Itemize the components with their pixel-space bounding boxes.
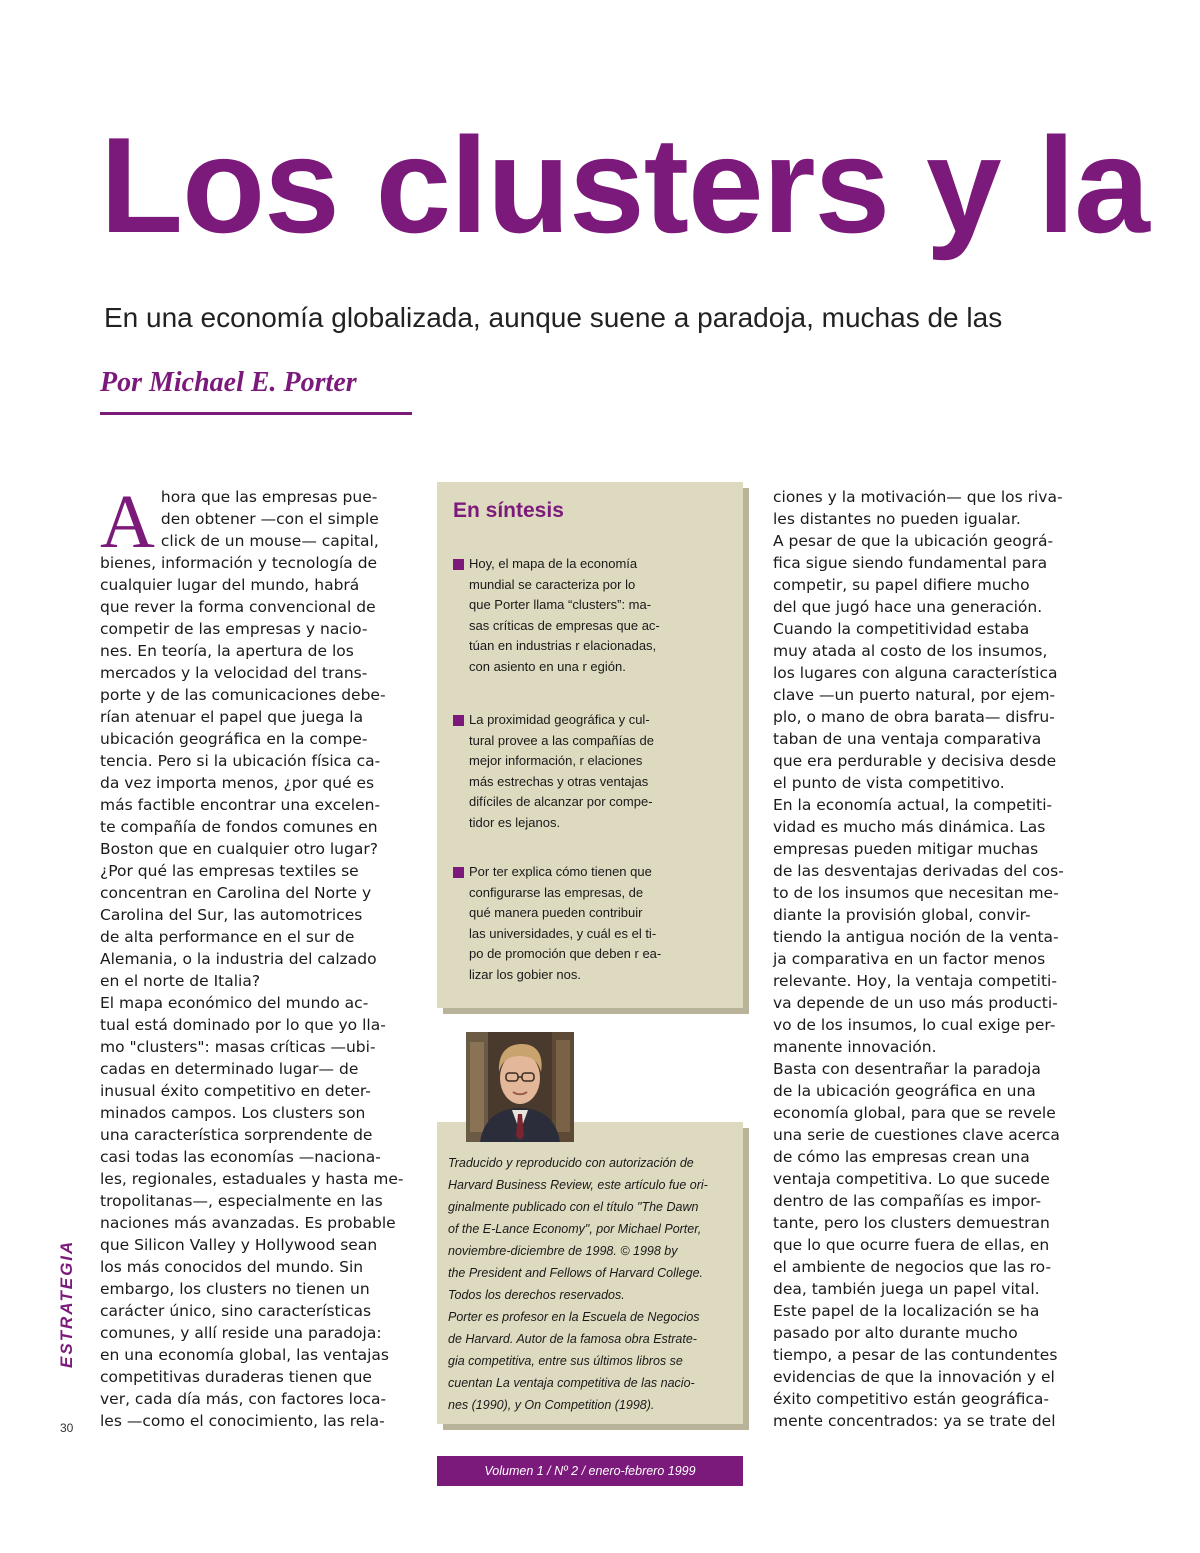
text-line: taban de una ventaja comparativa — [773, 730, 1042, 748]
body-column-1 — [100, 480, 405, 1432]
page-number: 30 — [60, 1421, 74, 1435]
text-line: que era perdurable y decisiva desde — [773, 752, 1057, 770]
text-line: fica sigue siendo fundamental para — [773, 554, 1048, 572]
text-line: les, regionales, estaduales y hasta me- — [100, 1170, 404, 1188]
text-line: ¿Por qué las empresas textiles se — [100, 862, 359, 880]
text-line: economía global, para que se revele — [773, 1104, 1056, 1122]
text-line: mente concentrados: ya se trate del — [773, 1412, 1056, 1430]
text-line: concentran en Carolina del Norte y — [100, 884, 372, 902]
text-line: Boston que en cualquier otro lugar? — [100, 840, 378, 858]
credit-box — [437, 1122, 743, 1424]
text-line: comunes, y allí reside una paradoja: — [100, 1324, 382, 1342]
text-line: lizar los gobier nos. — [469, 966, 581, 982]
text-line: tropolitanas—, especialmente en las — [100, 1192, 383, 1210]
text-line: las universidades, y cuál es el ti- — [469, 925, 657, 941]
text-line: el punto de vista competitivo. — [773, 774, 1005, 792]
text-line: diante la provisión global, convir- — [773, 906, 1031, 924]
article-title: Los clusters y la — [100, 109, 1149, 261]
synthesis-item — [453, 862, 735, 985]
article-author: Por Michael E. Porter — [100, 367, 357, 398]
text-line: tidor es lejanos. — [469, 814, 561, 830]
text-line: ver, cada día más, con factores loca- — [100, 1390, 387, 1408]
text-line: porte y de las comunicaciones debe- — [100, 686, 386, 704]
text-line: ventaja competitiva. Lo que sucede — [773, 1170, 1050, 1188]
article-subtitle: En una economía globalizada, aunque suene a paradoja, muchas de las — [104, 302, 1003, 333]
text-line: clave —un puerto natural, por ejem- — [773, 686, 1056, 704]
text-line: que rever la forma convencional de — [100, 598, 376, 616]
section-label: ESTRATEGIA — [57, 1239, 76, 1368]
text-line: de alta performance en el sur de — [100, 928, 355, 946]
text-line: tiendo la antigua noción de la venta- — [773, 928, 1059, 946]
text-line: dentro de las compañías es impor- — [773, 1192, 1042, 1210]
text-line: los lugares con alguna característica — [773, 664, 1058, 682]
body-column-3 — [773, 486, 1073, 1432]
text-line: de las desventajas derivadas del cos- — [773, 862, 1064, 880]
synthesis-heading: En síntesis — [453, 499, 564, 522]
text-line: tiempo, a pesar de las contundentes — [773, 1346, 1058, 1364]
text-line: casi todas las economías —naciona- — [100, 1148, 381, 1166]
text-line: del que jugó hace una generación. — [773, 598, 1043, 616]
text-line: relevante. Hoy, la ventaja competiti- — [773, 972, 1057, 990]
text-line: po de promoción que deben r ea- — [469, 946, 662, 961]
text-line: to de los insumos que necesitan me- — [773, 884, 1059, 902]
text-line: Hoy, el mapa de la economía — [469, 556, 638, 571]
text-line: Por ter explica cómo tienen que — [469, 864, 652, 879]
text-line: evidencias de que la innovación y el — [773, 1368, 1055, 1386]
text-line: plo, o mano de obra barata— disfru- — [773, 708, 1055, 726]
text-line: configurarse las empresas, de — [469, 884, 644, 900]
text-line: cualquier lugar del mundo, habrá — [100, 576, 360, 594]
text-line: qué manera pueden contribuir — [469, 905, 643, 920]
text-line: difíciles de alcanzar por compe- — [469, 794, 653, 809]
text-line: mejor información, r elaciones — [469, 753, 643, 768]
bullet-square-icon — [453, 867, 464, 878]
text-line: gia competitiva, entre sus últimos libros se — [448, 1354, 683, 1368]
text-line: con asiento en una r egión. — [469, 658, 626, 674]
text-line: La proximidad geográfica y cul- — [469, 712, 650, 727]
text-line: inusual éxito competitivo en deter- — [100, 1082, 371, 1100]
text-line: A pesar de que la ubicación geográ- — [773, 532, 1054, 550]
author-photo — [466, 1032, 574, 1142]
text-line: va depende de un uso más producti- — [773, 994, 1058, 1012]
synthesis-item — [453, 554, 735, 677]
text-line: ubicación geográfica en la compe- — [100, 730, 368, 748]
text-line: pasado por alto durante mucho — [773, 1324, 1018, 1342]
text-line: rían atenuar el papel que juega la — [100, 708, 364, 726]
text-line: tencia. Pero si la ubicación física ca- — [100, 752, 381, 770]
text-line: de la ubicación geográfica en una — [773, 1082, 1036, 1100]
text-line: Todos los derechos reservados. — [448, 1288, 625, 1302]
text-line: tural provee a las compañías de — [469, 732, 654, 748]
text-line: competitivas duraderas tienen que — [100, 1368, 372, 1386]
text-line: muy atada al costo de los insumos, — [773, 642, 1048, 660]
text-line: den obtener —con el simple — [160, 510, 379, 528]
text-line: Cuando la competitividad estaba — [773, 620, 1030, 638]
text-line: noviembre-diciembre de 1998. © 1998 by — [448, 1244, 678, 1258]
text-line: manente innovación. — [773, 1038, 937, 1056]
text-line: Harvard Business Review, este artículo fue ori- — [448, 1178, 708, 1192]
text-line: Carolina del Sur, las automotrices — [100, 906, 363, 924]
text-line: una característica sorprendente de — [100, 1126, 373, 1144]
column-3-text — [773, 486, 1073, 1432]
text-line: Porter es profesor en la Escuela de Negocios — [448, 1310, 700, 1324]
text-line: sas críticas de empresas que ac- — [469, 617, 660, 633]
text-line: hora que las empresas pue- — [160, 488, 378, 506]
text-line: El mapa económico del mundo ac- — [100, 994, 369, 1012]
text-line: mo "clusters": masas críticas —ubi- — [100, 1038, 376, 1056]
text-line: éxito competitivo están geográfica- — [773, 1390, 1049, 1408]
text-line: en el norte de Italia? — [100, 972, 261, 990]
text-line: ja comparativa en un factor menos — [773, 950, 1046, 968]
text-line: dea, también juega un papel vital. — [773, 1280, 1040, 1298]
text-line: mercados y la velocidad del trans- — [100, 664, 368, 682]
text-line: ciones y la motivación— que los riva- — [773, 488, 1063, 506]
text-line: carácter único, sino características — [100, 1302, 372, 1320]
text-line: les —como el conocimiento, las rela- — [100, 1412, 385, 1430]
text-line: cadas en determinado lugar— de — [100, 1060, 359, 1078]
text-line: túan en industrias r elacionadas, — [469, 638, 657, 653]
credit-text — [448, 1152, 740, 1416]
text-line: nes. En teoría, la apertura de los — [100, 642, 354, 660]
text-line: the President and Fellows of Harvard College. — [448, 1266, 703, 1280]
text-line: minados campos. Los clusters son — [100, 1104, 366, 1122]
text-line: tante, pero los clusters demuestran — [773, 1214, 1050, 1232]
text-line: vidad es mucho más dinámica. Las — [773, 818, 1046, 836]
text-line: mundial se caracteriza por lo — [469, 576, 636, 592]
text-line: Traducido y reproducido con autorización de — [448, 1156, 694, 1170]
text-line: les distantes no pueden igualar. — [773, 510, 1021, 528]
text-line: el ambiente de negocios que las ro- — [773, 1258, 1052, 1276]
text-line: nes (1990), y On Competition (1998). — [448, 1398, 655, 1412]
text-line: En la economía actual, la competiti- — [773, 796, 1053, 814]
text-line: cuentan La ventaja competitiva de las nacio- — [448, 1376, 695, 1390]
text-line: bienes, información y tecnología de — [100, 554, 378, 572]
text-line: vo de los insumos, lo cual exige per- — [773, 1016, 1056, 1034]
text-line: Este papel de la localización se ha — [773, 1302, 1040, 1320]
text-line: te compañía de fondos comunes en — [100, 818, 378, 836]
column-1-text — [100, 480, 405, 1432]
text-line: que Silicon Valley y Hollywood sean — [100, 1236, 378, 1254]
drop-cap: A — [100, 480, 155, 564]
text-line: que Porter llama “clusters”: ma- — [469, 597, 652, 612]
text-line: ginalmente publicado con el título "The Dawn — [448, 1200, 699, 1214]
text-line: of the E-Lance Economy", por Michael Porter, — [448, 1222, 702, 1236]
text-line: empresas pueden mitigar muchas — [773, 840, 1039, 858]
text-line: embargo, los clusters no tienen un — [100, 1280, 370, 1298]
text-line: naciones más avanzadas. Es probable — [100, 1214, 396, 1232]
text-line: da vez importa menos, ¿por qué es — [100, 774, 375, 792]
bullet-square-icon — [453, 715, 464, 726]
bullet-square-icon — [453, 559, 464, 570]
text-line: en una economía global, las ventajas — [100, 1346, 389, 1364]
synthesis-box — [437, 482, 743, 1008]
text-line: más factible encontrar una excelen- — [100, 796, 381, 814]
text-line: los más conocidos del mundo. Sin — [100, 1258, 364, 1276]
text-line: Basta con desentrañar la paradoja — [773, 1060, 1041, 1078]
issue-footer-bar — [437, 1456, 743, 1486]
text-line: más estrechas y otras ventajas — [469, 773, 649, 789]
text-line: una serie de cuestiones clave acerca — [773, 1126, 1060, 1144]
issue-label: Volumen 1 / Nº 2 / enero-febrero 1999 — [484, 1464, 696, 1478]
synthesis-item — [453, 710, 735, 833]
text-line: competir de las empresas y nacio- — [100, 620, 368, 638]
text-line: de Harvard. Autor de la famosa obra Estrate- — [448, 1332, 697, 1346]
text-line: tual está dominado por lo que yo lla- — [100, 1016, 386, 1034]
text-line: de cómo las empresas crean una — [773, 1148, 1030, 1166]
text-line: competir, su papel difiere mucho — [773, 576, 1030, 594]
author-divider — [100, 412, 412, 415]
text-line: que lo que ocurre fuera de ellas, en — [773, 1236, 1050, 1254]
text-line: Alemania, o la industria del calzado — [100, 950, 377, 968]
text-line: click de un mouse— capital, — [160, 532, 379, 550]
